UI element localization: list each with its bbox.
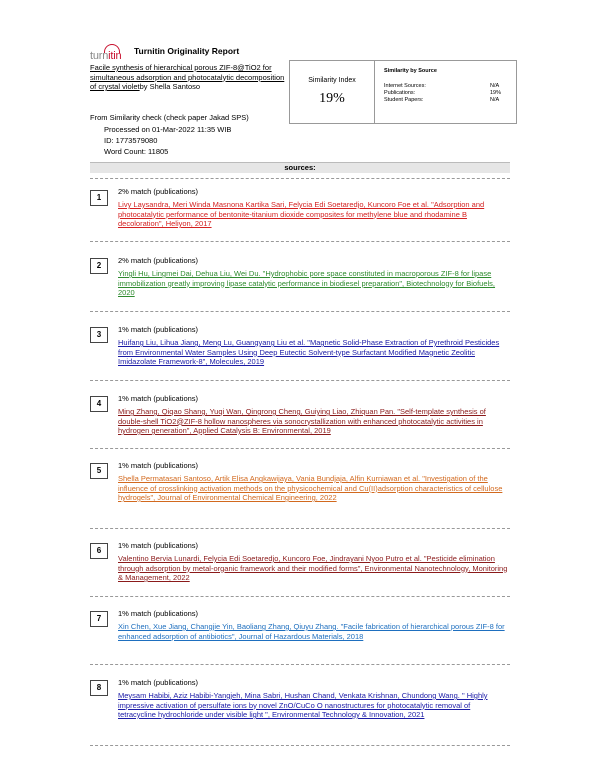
divider	[90, 178, 510, 179]
similarity-index-label: Similarity Index	[308, 77, 356, 84]
divider	[90, 596, 510, 597]
student-papers-value: N/A	[490, 97, 500, 103]
internet-sources-label: Internet Sources:	[384, 83, 426, 89]
internet-sources-value: N/A	[490, 83, 500, 89]
source-number: 3	[90, 327, 108, 343]
source-link[interactable]: Valentino Bervia Lunardi, Felycia Edi Soetaredjo, Kuncoro Foe, Jindrayani Nyoo Putro et al. "Pesticide elimination through adsorption by metal-organic framework and their modified forms", Environmental Nanotechnology, Monitoring & Management, 2022	[118, 554, 508, 582]
source-link[interactable]: Yingli Hu, Lingmei Dai, Dehua Liu, Wei Du. "Hydrophobic pore space constituted in macroporous ZIF-8 for lipase immobilization greatly improving lipase catalytic performance in biodiesel preparation", Biotechnology for Biofuels, 2020	[118, 269, 496, 297]
sources-header: sources:	[90, 162, 510, 173]
processed-date: Processed on 01-Mar-2022 11:35 WIB	[104, 125, 232, 134]
source-number: 8	[90, 680, 108, 696]
divider	[90, 528, 510, 529]
source-match: 1% match (publications)	[118, 394, 199, 403]
from-line: From Similarity check (check paper Jakad SPS)	[90, 113, 249, 122]
similarity-index-value: 19%	[319, 91, 345, 106]
document-title	[90, 63, 290, 92]
source-link[interactable]: Ming Zhang, Qiqao Shang, Yuqi Wan, Qingrong Cheng, Guiying Liao, Zhiquan Pan. "Self-template synthesis of double-shell TiO2@ZIF-8 hollow nanospheres via sonocrystallization with enhanced photocatalytic activities in hydrogen generation", Applied Catalysis B: Environmental, 2019	[118, 407, 486, 435]
divider	[90, 448, 510, 449]
student-papers-label: Student Papers:	[384, 97, 424, 103]
similarity-box	[289, 60, 517, 124]
word-count: Word Count: 11805	[104, 147, 169, 156]
source-match: 1% match (publications)	[118, 609, 199, 618]
source-match: 1% match (publications)	[118, 678, 199, 687]
divider	[90, 311, 510, 312]
source-match: 2% match (publications)	[118, 256, 199, 265]
logo-text: turnitin	[90, 50, 122, 62]
document-author: by Shella Santoso	[139, 82, 201, 91]
divider	[90, 380, 510, 381]
source-number: 7	[90, 611, 108, 627]
source-link[interactable]: Meysam Habibi, Aziz Habibi-Yangjeh, Mina Sabri, Hushan Chand, Venkata Krishnan, Chundong Wang. " Highly impressive activation of persulfate ions by novel ZnO/CuCo O nanostructures for photocatalytic removal of tetracycline hydrochloride under visible light ", Environmental Technology & Innovation, 2021	[118, 691, 488, 719]
source-number: 5	[90, 463, 108, 479]
report-title: Turnitin Originality Report	[134, 46, 240, 56]
source-match: 1% match (publications)	[118, 461, 199, 470]
source-number: 4	[90, 396, 108, 412]
document-id: ID: 1773579080	[104, 136, 158, 145]
source-match: 2% match (publications)	[118, 187, 199, 196]
source-link[interactable]: Xin Chen, Xue Jiang, Changjie Yin, Baoliang Zhang, Qiuyu Zhang. "Facile fabrication of hierarchical porous ZIF-8 for enhanced adsorption of antibiotics", Journal of Hazardous Materials, 2018	[118, 622, 505, 641]
source-link[interactable]: Livy Laysandra, Meri Winda Masnona Kartika Sari, Felycia Edi Soetaredjo, Kuncoro Foe et al. "Adsorption and photocatalytic performance of bentonite-titanium dioxide composites for methylene blue and rhodamine B decoloration", Heliyon, 2017	[118, 200, 485, 228]
publications-value: 19%	[490, 90, 502, 96]
divider	[90, 241, 510, 242]
divider	[90, 745, 510, 746]
source-match: 1% match (publications)	[118, 541, 199, 550]
similarity-divider	[374, 61, 375, 123]
publications-label: Publications:	[384, 90, 416, 96]
divider	[90, 664, 510, 665]
similarity-by-source-title: Similarity by Source	[384, 68, 437, 74]
document-title-link[interactable]: Facile synthesis of hierarchical porous ZIF-8@TiO2 for simultaneous adsorption and photocatalytic decomposition of crystal violet	[90, 63, 285, 91]
source-number: 2	[90, 258, 108, 274]
source-match: 1% match (publications)	[118, 325, 199, 334]
source-number: 1	[90, 190, 108, 206]
source-number: 6	[90, 543, 108, 559]
source-link[interactable]: Huifang Liu, Lihua Jiang, Meng Lu, Guangyang Liu et al. "Magnetic Solid-Phase Extraction of Pyrethroid Pesticides from Environmental Water Samples Using Deep Eutectic Solvent-type Surfactant Modified Magnetic Zeolitic Imidazolate Framework-8", Molecules, 2019	[118, 338, 500, 366]
source-link[interactable]: Shella Permatasari Santoso, Artik Elisa Angkawijaya, Vania Bundjaja, Alfin Kurniawan et al. "Investigation of the influence of crosslinking activation methods on the physicochemical and Cu(II)adsorption characteristics of cellulose hydrogels", Journal of Environmental Chemical Engineering, 2022	[118, 474, 503, 502]
